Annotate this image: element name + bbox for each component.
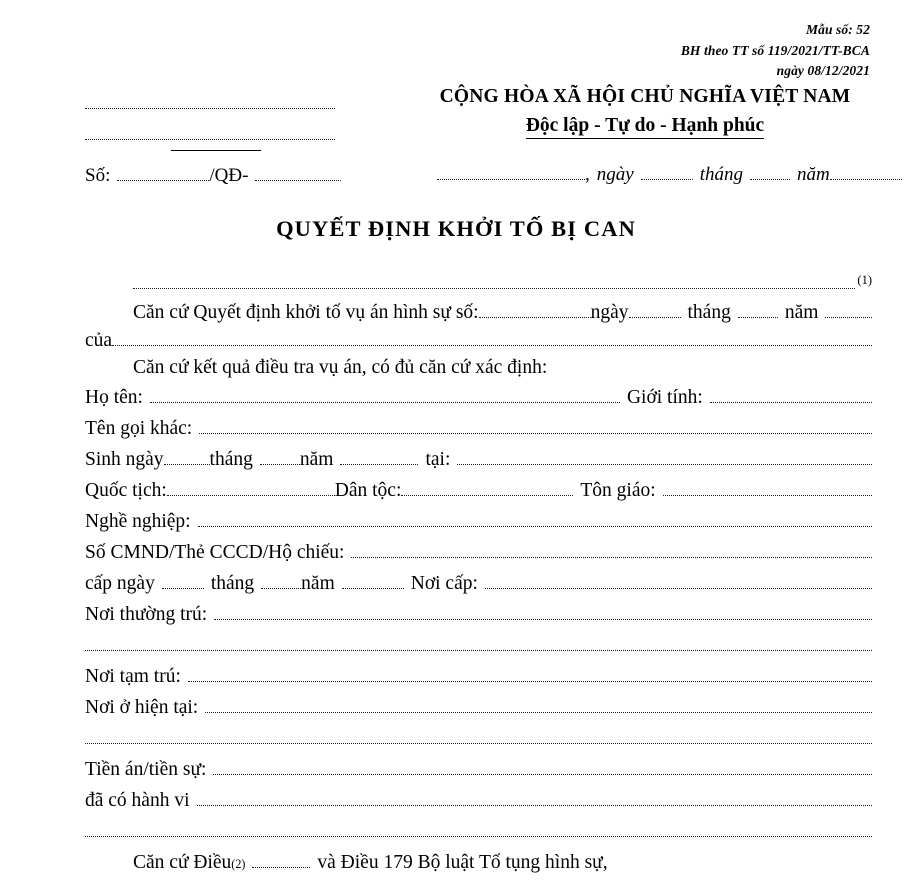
form-code-line-3: ngày 08/12/2021	[776, 63, 870, 79]
national-heading	[400, 86, 890, 139]
alias-label: Tên gọi khác:	[85, 418, 193, 440]
alias-blank[interactable]	[199, 417, 872, 434]
birth-month-blank[interactable]	[260, 448, 300, 465]
basis-day-label: ngày	[590, 301, 629, 323]
agency-underline-rule	[171, 150, 261, 151]
conduct-blank[interactable]	[197, 789, 872, 806]
temporary-residence-label: Nơi tạm trú:	[85, 666, 181, 688]
date-year-blank[interactable]	[830, 163, 902, 180]
form-code-line-1: Mẫu số: 52	[805, 22, 870, 37]
date-day-label: ngày	[596, 163, 634, 185]
criminal-record-line	[85, 758, 872, 789]
basis-day-blank[interactable]	[629, 301, 681, 318]
article-basis-label: Căn cứ Điều	[133, 852, 232, 874]
current-residence-blank-2[interactable]	[85, 727, 872, 744]
full-name-line	[85, 386, 872, 417]
document-title: QUYẾT ĐỊNH KHỞI TỐ BỊ CAN	[276, 216, 636, 241]
basis-result-label: Căn cứ kết quả điều tra vụ án, có đủ căn cứ xác định:	[133, 356, 548, 378]
permanent-residence-blank-2[interactable]	[85, 634, 872, 651]
issue-month-blank[interactable]	[261, 572, 301, 589]
date-comma: ,	[585, 163, 590, 185]
issue-month-label: tháng	[210, 573, 255, 595]
id-number-line	[85, 541, 872, 572]
so-number-blank[interactable]	[117, 164, 209, 181]
permanent-residence-blank[interactable]	[214, 603, 872, 620]
current-residence-blank[interactable]	[205, 696, 872, 713]
article-rest-label: và Điều 179 Bộ luật Tố tụng hình sự,	[317, 852, 608, 874]
issuer-of-line	[85, 329, 872, 358]
alias-line	[85, 417, 872, 448]
basis-decision-label: Căn cứ Quyết định khởi tố vụ án hình sự số:	[133, 301, 479, 323]
basis-decision-line	[85, 301, 872, 330]
id-number-blank[interactable]	[351, 541, 872, 558]
agency-name-blank-2[interactable]	[85, 117, 335, 140]
ethnicity-blank[interactable]	[401, 479, 573, 496]
birth-place-label: tại:	[425, 449, 451, 471]
national-motto: Độc lập - Tự do - Hạnh phúc	[526, 115, 764, 139]
occupation-blank[interactable]	[198, 510, 872, 527]
of-label: của	[85, 330, 113, 352]
issue-year-label: năm	[301, 573, 335, 595]
document-number-line	[85, 164, 341, 187]
birth-year-blank[interactable]	[340, 448, 418, 465]
birth-month-label: tháng	[209, 449, 253, 471]
nationality-blank[interactable]	[167, 479, 335, 496]
temporary-residence-line	[85, 665, 872, 696]
ethnicity-label: Dân tộc:	[334, 480, 402, 502]
footnote-marker-1: (1)	[857, 273, 872, 287]
criminal-record-blank[interactable]	[213, 758, 872, 775]
current-residence-line	[85, 696, 872, 727]
issuer-blank[interactable]	[133, 272, 855, 289]
gender-blank[interactable]	[710, 386, 872, 403]
so-agency-blank[interactable]	[255, 164, 341, 181]
so-suffix: /QĐ-	[209, 164, 249, 186]
full-name-label: Họ tên:	[85, 387, 143, 409]
occupation-label: Nghề nghiệp:	[85, 511, 191, 533]
date-month-blank[interactable]	[750, 163, 790, 180]
conduct-line	[85, 789, 872, 820]
birth-day-blank[interactable]	[164, 448, 210, 465]
issue-place-blank[interactable]	[485, 572, 872, 589]
date-year-label: năm	[796, 163, 830, 185]
full-name-blank[interactable]	[150, 386, 620, 403]
national-name: CỘNG HÒA XÃ HỘI CHỦ NGHĨA VIỆT NAM	[439, 86, 851, 107]
basis-month-label: tháng	[687, 301, 731, 323]
issue-day-label: cấp ngày	[85, 573, 155, 595]
conduct-line-2	[85, 820, 872, 851]
current-residence-label: Nơi ở hiện tại:	[85, 697, 199, 719]
basis-month-blank[interactable]	[738, 301, 778, 318]
document-body	[85, 272, 872, 882]
nationality-line	[85, 479, 872, 510]
article-number-blank[interactable]	[252, 851, 310, 868]
permanent-residence-line	[85, 603, 872, 634]
nationality-label: Quốc tịch:	[85, 480, 167, 502]
basis-year-blank[interactable]	[825, 301, 872, 318]
issue-day-blank[interactable]	[162, 572, 204, 589]
birth-year-label: năm	[299, 449, 334, 471]
so-label: Số:	[85, 164, 111, 186]
article-basis-line: Căn cứ Điều (2) và Điều 179 Bộ luật Tố tụng hình sự,	[133, 852, 608, 874]
basis-year-label: năm	[784, 301, 819, 323]
occupation-line	[85, 510, 872, 541]
form-code-line-2: BH theo TT số 119/2021/TT-BCA	[680, 42, 870, 58]
basis-result-line	[85, 358, 872, 387]
birth-day-label: Sinh ngày	[85, 449, 164, 471]
issue-place-label: Nơi cấp:	[410, 573, 478, 595]
issue-date-line	[85, 572, 872, 603]
date-month-label: tháng	[699, 163, 743, 185]
issue-year-blank[interactable]	[342, 572, 404, 589]
place-blank[interactable]	[437, 163, 585, 180]
basis-decision-number-blank[interactable]	[479, 301, 591, 318]
conduct-blank-2[interactable]	[85, 820, 872, 837]
permanent-residence-label: Nơi thường trú:	[85, 604, 208, 626]
temporary-residence-blank[interactable]	[188, 665, 872, 682]
religion-label: Tôn giáo:	[580, 480, 656, 502]
place-date-line	[437, 163, 877, 186]
agency-name-blank-1[interactable]	[85, 86, 335, 109]
issuer-blank-line	[85, 272, 872, 301]
current-residence-line-2	[85, 727, 872, 758]
form-code-block	[681, 20, 870, 82]
of-blank[interactable]	[112, 329, 872, 346]
gender-label: Giới tính:	[626, 387, 703, 409]
conduct-label: đã có hành vi	[85, 790, 190, 812]
issuing-agency-block	[85, 86, 345, 151]
date-day-blank[interactable]	[641, 163, 693, 180]
criminal-record-label: Tiền án/tiền sự:	[85, 759, 207, 781]
permanent-residence-line-2	[85, 634, 872, 665]
religion-blank[interactable]	[663, 479, 872, 496]
birth-place-blank[interactable]	[457, 448, 872, 465]
birth-line	[85, 448, 872, 479]
id-number-label: Số CMND/Thẻ CCCD/Hộ chiếu:	[85, 542, 345, 564]
